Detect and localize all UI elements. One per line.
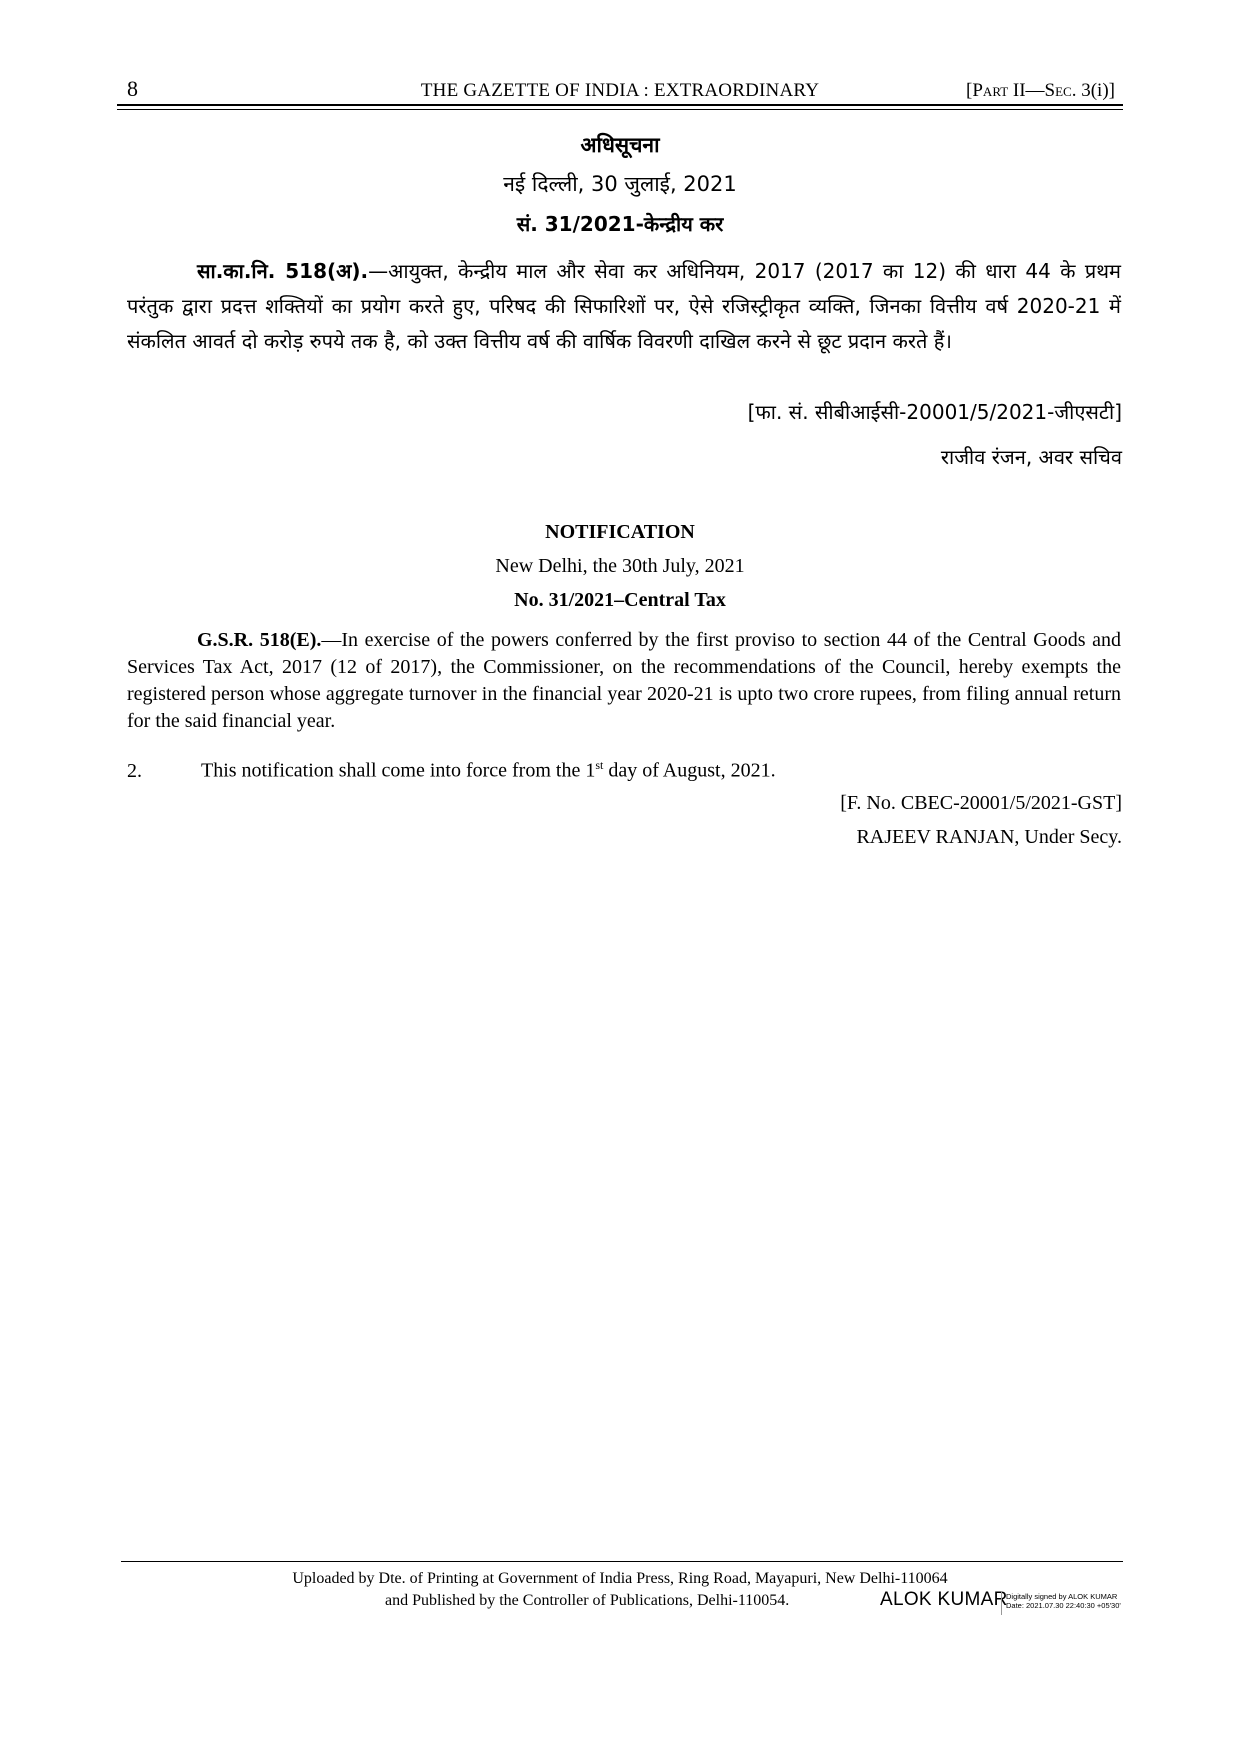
english-notification-number: No. 31/2021–Central Tax (514, 589, 726, 611)
part-label: Part II—Sec. (972, 80, 1077, 101)
hindi-place-date: नई दिल्ली, 30 जुलाई, 2021 (503, 172, 737, 196)
hindi-body-text: —आयुक्त, केन्द्रीय माल और सेवा कर अधिनियम, 2017 (2017 का 12) की धारा 44 के प्रथम परंतुक द्वारा प्रदत्त शक्तियों का प्रयोग करते हुए, परिषद की सिफारिशों पर, ऐसे रजिस्ट्रीकृत व्यक्ति, जिनका वित्तीय वर्ष 2020-21 में संकलित आवर्त दो करोड़ रुपये तक है, को उक्त वित्तीय वर्ष की वार्षिक विवरणी दाखिल करने से छूट प्रदान करते हैं। (127, 259, 1121, 353)
part-open-bracket: [ (966, 80, 973, 101)
part-number: 3(i)] (1076, 80, 1115, 101)
english-signatory: RAJEEV RANJAN, Under Secy. (856, 826, 1122, 848)
clause-superscript: st (595, 758, 604, 772)
hindi-gsr-number: सा.का.नि. 518(अ). (197, 259, 369, 283)
hindi-title: अधिसूचना (580, 133, 660, 157)
footer-line-1: Uploaded by Dte. of Printing at Government of India Press, Ring Road, Mayapuri, New Delhi-110064 (292, 1570, 948, 1587)
page-number: 8 (127, 76, 138, 101)
header-rule-thin (117, 109, 1123, 110)
digital-signature-line-1: Digitally signed by ALOK KUMAR (1006, 1592, 1118, 1601)
header-rule-thick (117, 104, 1123, 106)
english-clause-2 (127, 758, 776, 783)
digital-signature-name: ALOK KUMAR (880, 1589, 1008, 1610)
english-body-paragraph (127, 627, 1121, 735)
english-place-date: New Delhi, the 30th July, 2021 (495, 555, 745, 577)
english-body-text: —In exercise of the powers conferred by the first proviso to section 44 of the Central Goods and Services Tax Act, 2017 (12 of 2017), the Commissioner, on the recommendations of the Council, hereby exempts the registered person whose aggregate turnover in the financial year 2020-21 is upto two crore rupees, from filing annual return for the said financial year. (127, 629, 1121, 732)
english-file-number: [F. No. CBEC-20001/5/2021-GST] (840, 792, 1122, 814)
part-section-label (966, 80, 1115, 102)
hindi-notification-number: सं. 31/2021-केन्द्रीय कर (516, 212, 724, 236)
digital-signature-divider (1001, 1591, 1002, 1615)
english-gsr-number: G.S.R. 518(E). (197, 629, 322, 651)
clause-text-before: This notification shall come into force from the 1 (201, 759, 596, 782)
gazette-title: THE GAZETTE OF INDIA : EXTRAORDINARY (420, 80, 820, 101)
page-header (117, 76, 1123, 106)
footer-line-2: and Published by the Controller of Publications, Delhi-110054. (385, 1592, 790, 1609)
clause-text-after: day of August, 2021. (603, 759, 776, 782)
english-title: NOTIFICATION (545, 521, 695, 543)
hindi-file-number: [फा. सं. सीबीआईसी-20001/5/2021-जीएसटी] (747, 400, 1122, 424)
footer-rule (121, 1561, 1123, 1562)
clause-number: 2. (127, 759, 142, 782)
hindi-body-paragraph (127, 254, 1121, 359)
hindi-signatory: राजीव रंजन, अवर सचिव (940, 445, 1122, 469)
digital-signature-line-2: Date: 2021.07.30 22:40:30 +05'30' (1006, 1601, 1121, 1610)
digital-signature-details (1006, 1592, 1121, 1610)
